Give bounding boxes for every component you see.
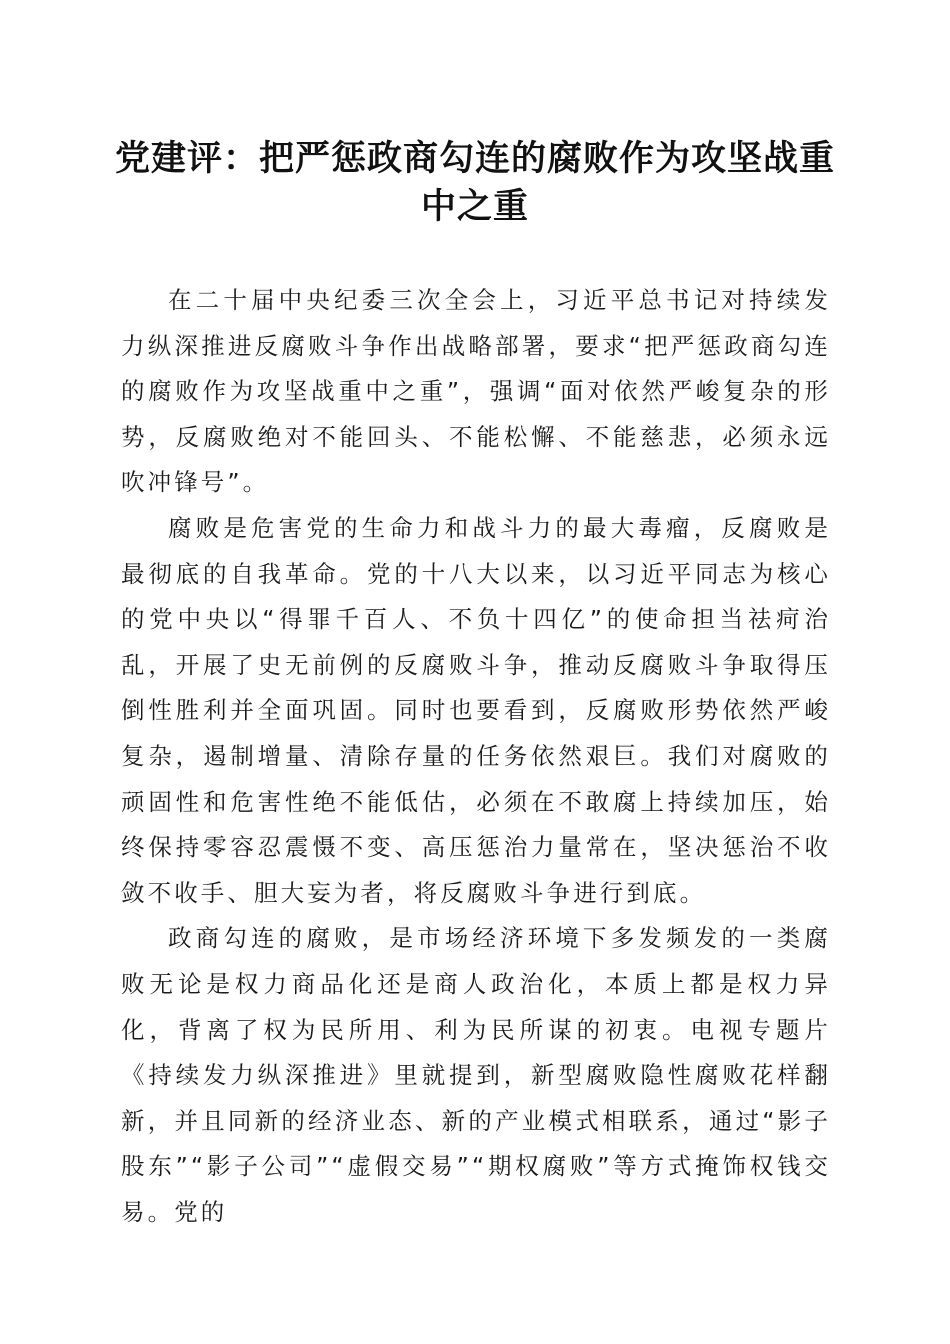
document-body [121,278,831,1235]
paragraph-1: 在二十届中央纪委三次全会上，习近平总书记对持续发力纵深推进反腐败斗争作出战略部署，要求“把严惩政商勾连的腐败作为攻坚战重中之重”，强调“面对依然严峻复杂的形势，反腐败绝对不能回头、不能松懈、不能慈悲，必须永远吹冲锋号”。 [121,286,831,497]
paragraph-3: 政商勾连的腐败，是市场经济环境下多发频发的一类腐败无论是权力商品化还是商人政治化，本质上都是权力异化，背离了权为民所用、利为民所谋的初衷。电视专题片《持续发力纵深推进》里就提到，新型腐败隐性腐败花样翻新，并且同新的经济业态、新的产业模式相联系，通过“影子股东”“影子公司”“虚假交易”“期权腐败”等方式掩饰权钱交易。党的 [121,924,831,1226]
paragraph-2: 腐败是危害党的生命力和战斗力的最大毒瘤，反腐败是最彻底的自我革命。党的十八大以来，以习近平同志为核心的党中央以“得罪千百人、不负十四亿”的使命担当祛疴治乱，开展了史无前例的反腐败斗争，推动反腐败斗争取得压倒性胜利并全面巩固。同时也要看到，反腐败形势依然严峻复杂，遏制增量、清除存量的任务依然艰巨。我们对腐败的顽固性和危害性绝不能低估，必须在不敢腐上持续加压，始终保持零容忍震慑不变、高压惩治力量常在，坚决惩治不收敛不收手、胆大妄为者，将反腐败斗争进行到底。 [121,513,831,907]
document-title: 党建评：把严惩政商勾连的腐败作为攻坚战重中之重 [114,138,835,227]
